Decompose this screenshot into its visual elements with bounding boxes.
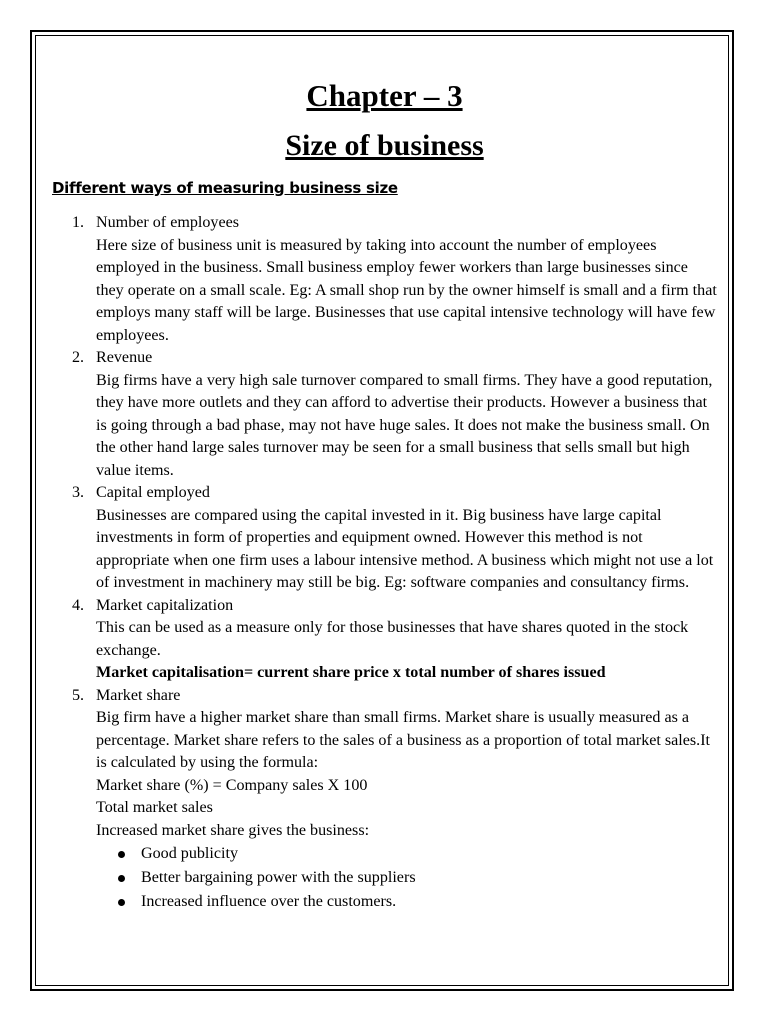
chapter-subtitle: Size of business — [285, 129, 484, 162]
item-number: 4. — [72, 596, 85, 614]
item-body: Here size of business unit is measured by taking into account the number of employees employed in the business. Small business employ fewer workers than large businesses since they operate on a small scale. Eg: A small shop run by the owner himself is small and a firm that employs many staff will be large. Businesses that use capital intensive technology will have few employees. — [96, 236, 717, 344]
bullet-icon — [118, 851, 125, 858]
list-item — [52, 685, 717, 915]
list-item — [52, 212, 717, 347]
list-item — [52, 347, 717, 482]
item-number: 2. — [72, 349, 85, 366]
item-title: Market capitalization — [96, 596, 234, 614]
item-body: Big firm have a higher market share than small firms. Market share is usually measured as a percentage. Market share refers to the sales of a business as a proportion of total market sales.It is calculated by using the formula: — [96, 709, 711, 771]
bullet-text: Good publicity — [141, 845, 239, 862]
bullet-text: Better bargaining power with the suppliers — [141, 869, 416, 886]
market-share-formula-numerator: Market share (%) = Company sales X 100 — [96, 776, 368, 794]
chapter-title: Chapter – 3 — [306, 78, 463, 113]
list-item — [52, 482, 717, 595]
list-item — [52, 595, 717, 685]
market-cap-formula: Market capitalisation= current share price x total number of shares issued — [96, 664, 606, 681]
bullet-icon — [118, 875, 125, 882]
benefits-list — [96, 842, 717, 914]
benefits-intro: Increased market share gives the business: — [96, 821, 370, 839]
item-number: 1. — [72, 214, 85, 231]
item-title: Number of employees — [96, 214, 240, 231]
item-body: This can be used as a measure only for those businesses that have shares quoted in the stock exchange. — [96, 619, 689, 659]
bullet-item — [96, 842, 717, 866]
measures-list — [52, 212, 717, 914]
item-title: Revenue — [96, 349, 153, 366]
item-title: Market share — [96, 686, 181, 704]
item-body: Businesses are compared using the capital invested in it. Big business have large capital investments in form of properties and equipment owned. However this method is not appropriate when one firm uses a labour intensive method. A business which might not use a lot of investment in machinery may still be big. Eg: software companies and consultancy firms. — [96, 506, 714, 591]
item-title: Capital employed — [96, 484, 210, 501]
bullet-item — [96, 866, 717, 890]
market-share-formula-denominator: Total market sales — [96, 799, 213, 816]
item-body: Big firms have a very high sale turnover compared to small firms. They have a good reputation, they have more outlets and they can afford to advertise their products. However a business that is going through a bad phase, may not have huge sales. It does not make the business small. On the other hand large sales turnover may be seen for a small business that sells small but high value items. — [96, 371, 713, 479]
bullet-icon — [118, 899, 125, 906]
bullet-item — [96, 890, 717, 914]
bullet-text: Increased influence over the customers. — [141, 893, 397, 910]
document-content — [52, 74, 717, 914]
item-number: 5. — [72, 686, 85, 704]
item-number: 3. — [72, 484, 85, 501]
section-heading: Different ways of measuring business size — [52, 179, 398, 197]
